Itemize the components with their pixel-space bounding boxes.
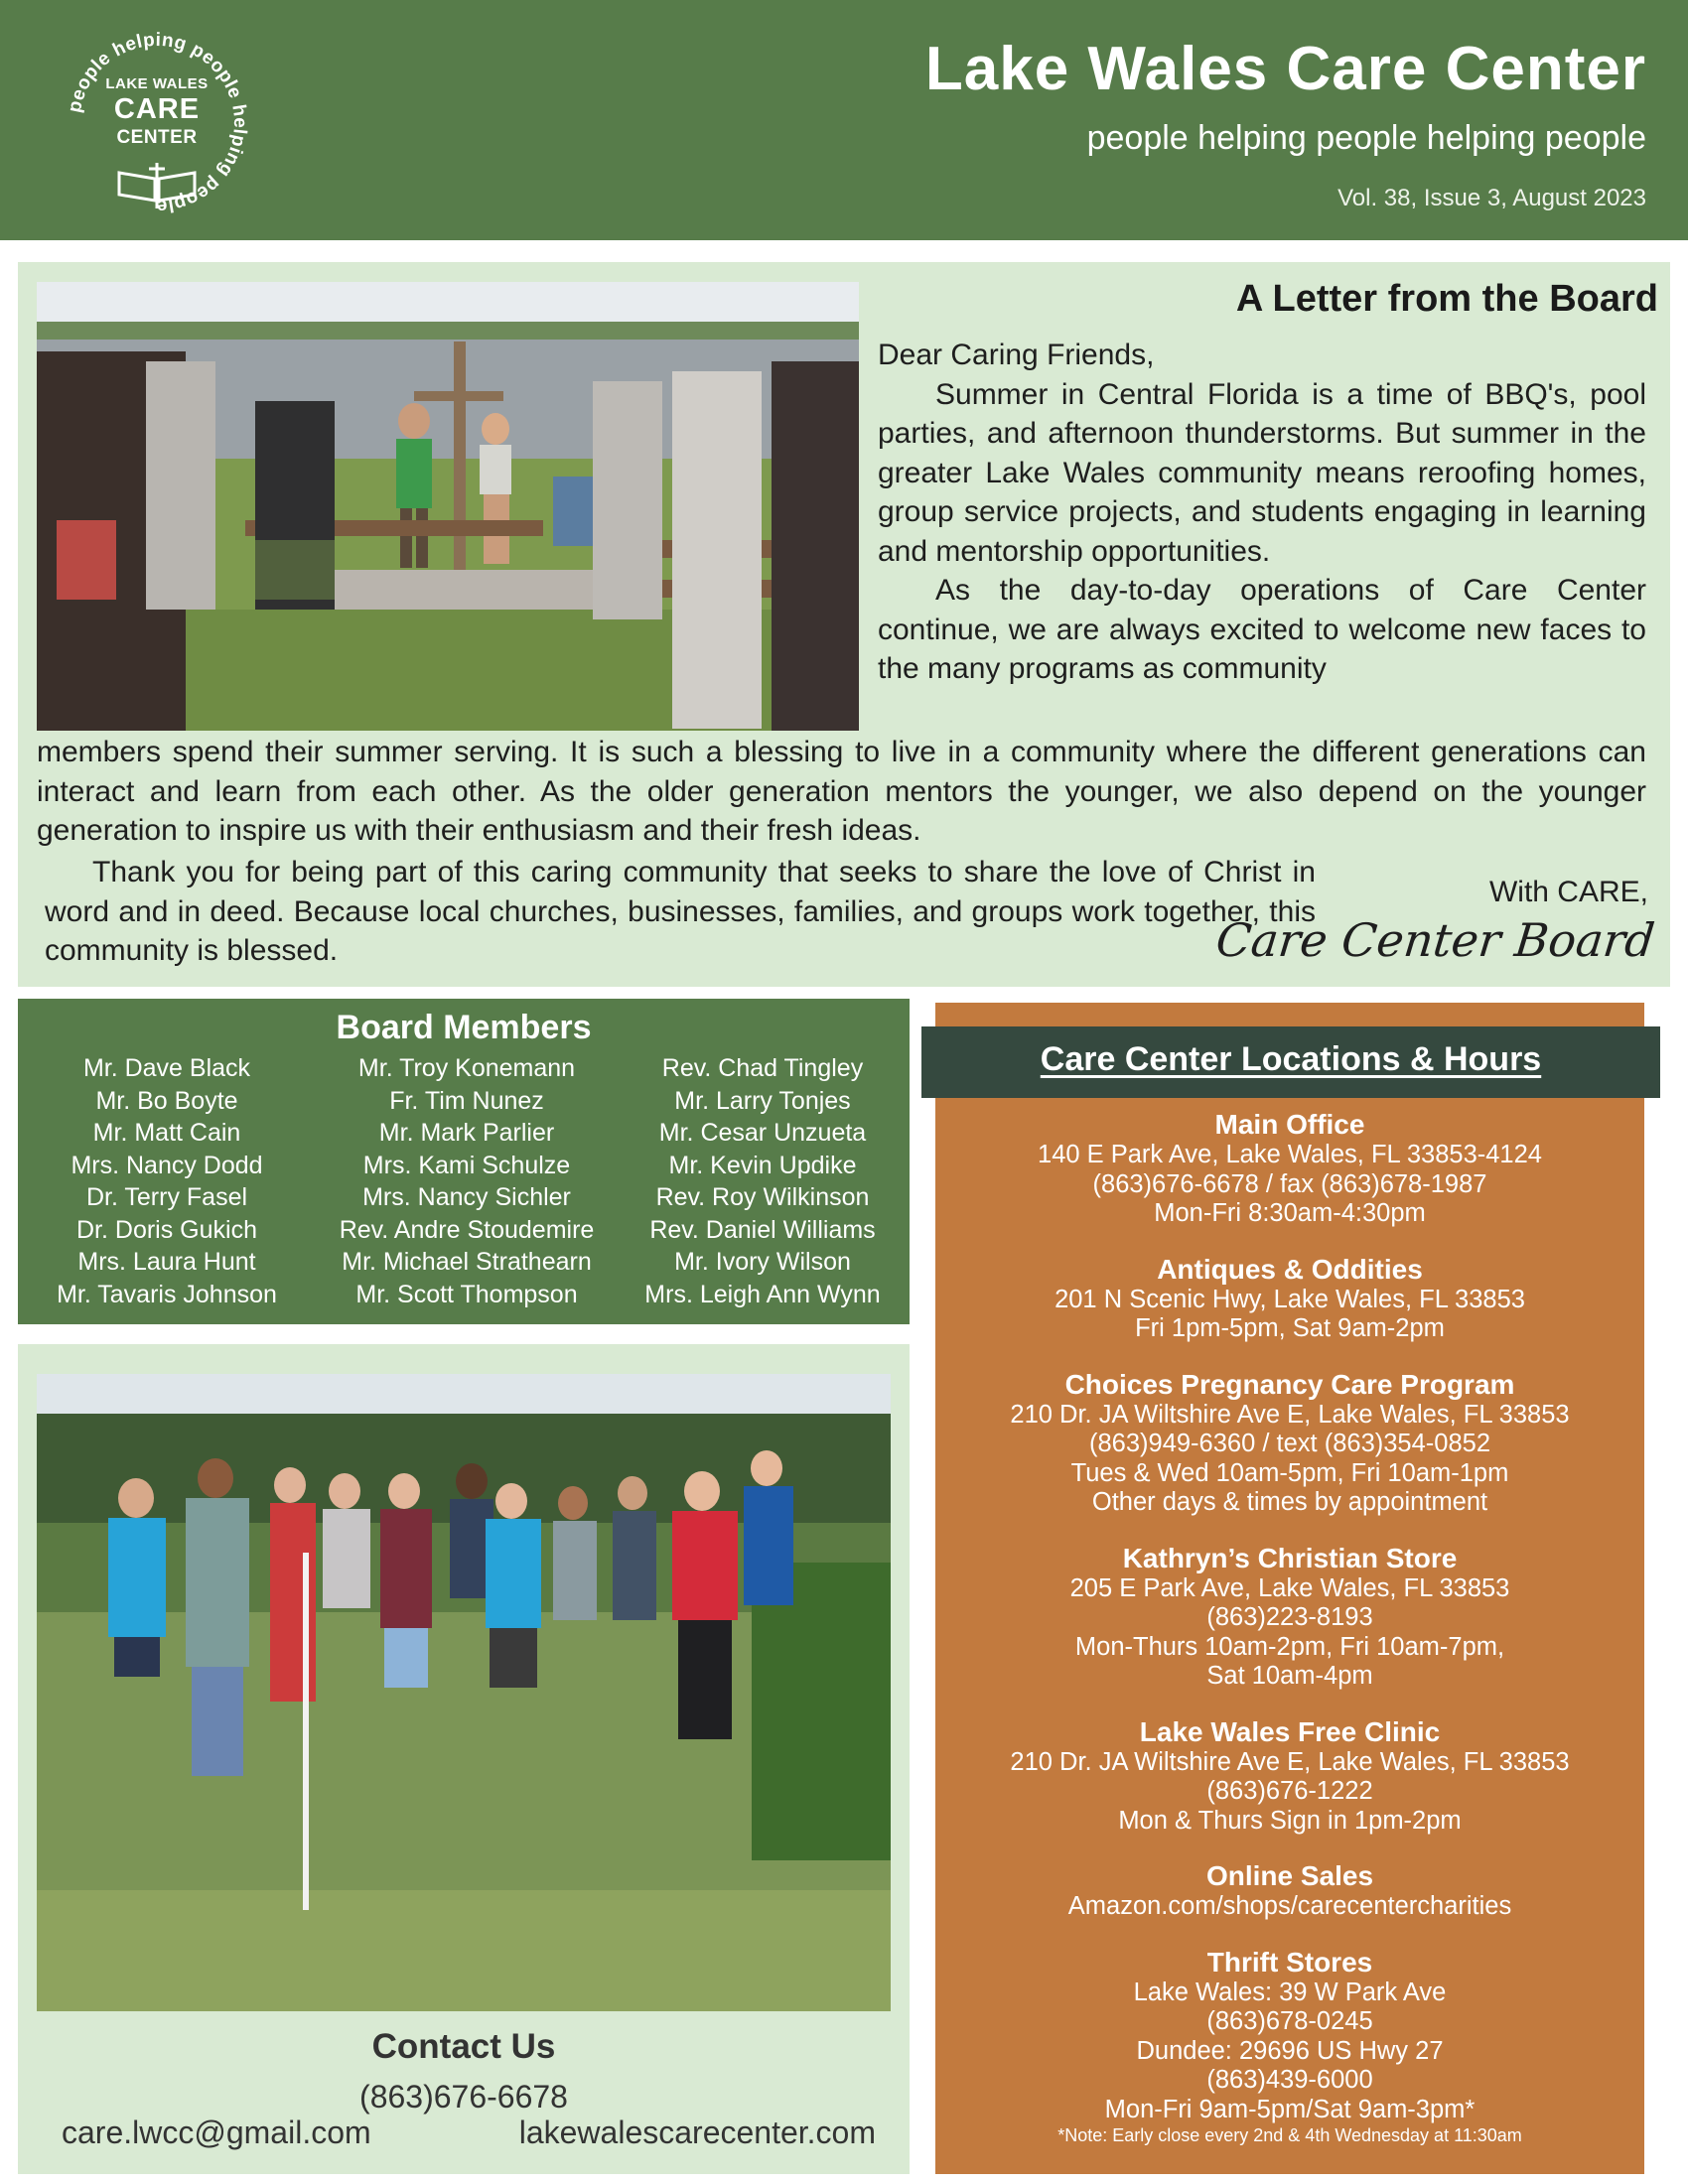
location-kathryns-store [935,1542,1644,1692]
location-address: Lake Wales: 39 W Park Ave [1133,1978,1447,2006]
board-members-section [18,999,910,1324]
board-member: Mr. Michael Strathearn [342,1248,592,1276]
board-member: Rev. Chad Tingley [661,1054,864,1082]
location-choices-pregnancy [935,1368,1644,1518]
location-note: *Note: Early close every 2nd & 4th Wednesday at 11:30am [1057,2125,1522,2145]
contact-website-link[interactable]: lakewalescarecenter.com [518,2115,876,2150]
location-main-office [935,1108,1644,1229]
board-member: Mr. Scott Thompson [355,1280,578,1308]
letter-closing: With CARE, [1488,876,1648,908]
location-name: Thrift Stores [1206,1946,1373,1978]
location-phone: (863)676-1222 [1206,1777,1373,1805]
location-name: Antiques & Oddities [1157,1253,1423,1285]
masthead [0,0,1688,240]
location-hours: Tues & Wed 10am-5pm, Fri 10am-1pm [1070,1458,1509,1487]
volunteer-group-photo [37,1374,891,2011]
board-column-3 [633,1052,892,1310]
location-hours: Other days & times by appointment [1091,1488,1488,1516]
contact-title: Contact Us [371,2027,556,2066]
board-member: Mrs. Kami Schulze [362,1151,571,1179]
location-name: Kathryn’s Christian Store [1122,1542,1458,1573]
online-shop-link[interactable]: Amazon.com/shops/carecentercharities [1067,1892,1512,1920]
location-hours: Mon & Thurs Sign in 1pm-2pm [1118,1806,1462,1835]
board-member: Mr. Cesar Unzueta [658,1119,867,1147]
board-member: Rev. Daniel Williams [649,1215,876,1244]
outdoor-worship-photo [37,282,859,731]
board-member: Mr. Dave Black [82,1054,251,1082]
location-phone: (863)439-6000 [1206,2066,1373,2094]
letter-body-column [878,336,1646,689]
location-name: Lake Wales Free Clinic [1139,1715,1441,1747]
board-member: Mr. Troy Konemann [357,1054,576,1082]
board-letter-section [18,262,1670,987]
contact-section [18,1344,910,2174]
board-member: Mrs. Laura Hunt [77,1248,256,1276]
logo-line-2: CARE [113,93,201,125]
location-address: 210 Dr. JA Wiltshire Ave E, Lake Wales, FL 33853 [1010,1400,1570,1429]
locations-list [935,1108,1644,2170]
board-member: Dr. Terry Fasel [85,1183,248,1211]
newsletter-tagline: people helping people helping people [1086,119,1646,157]
location-address: 205 E Park Ave, Lake Wales, FL 33853 [1069,1573,1510,1602]
letter-title: A Letter from the Board [1235,278,1658,320]
care-center-logo [58,24,256,222]
location-phone: (863)676-6678 / fax (863)678-1987 [1092,1169,1487,1198]
location-hours: Mon-Fri 8:30am-4:30pm [1154,1199,1426,1227]
location-name: Main Office [1214,1109,1365,1140]
letter-paragraph-2-end: members spend their summer serving. It is such a blessing to live in a community where the different generations can interact and learn from each other. As the older generation mentors the younger, we also depend on the younger generation to inspire us with their enthusiasm and their fresh ideas. [37,736,1646,847]
board-member: Dr. Doris Gukich [76,1215,257,1244]
board-column-1 [38,1052,296,1310]
locations-section [935,1003,1644,2174]
letter-paragraph-1: Summer in Central Florida is a time of BBQ's, pool parties, and afternoon thunderstorms. But summer in the greater Lake Wales community means reroofing homes, group service projects, and students engaging in learning and mentorship opportunities. [878,377,1646,568]
contact-email-link[interactable]: care.lwcc@gmail.com [62,2115,371,2150]
logo-line-1: LAKE WALES [105,75,209,92]
location-free-clinic [935,1715,1644,1837]
location-name: Choices Pregnancy Care Program [1064,1368,1515,1400]
contact-phone[interactable]: (863)676-6678 [359,2079,568,2115]
location-hours: Mon-Thurs 10am-2pm, Fri 10am-7pm, [1074,1632,1505,1661]
location-hours: Mon-Fri 9am-5pm/Sat 9am-3pm* [1104,2095,1476,2123]
letter-paragraph-2-start: As the day-to-day operations of Care Center continue, we are always excited to welcome new faces to the many programs as community [878,574,1646,685]
board-members-title: Board Members [336,1009,592,1046]
board-column-2 [318,1052,616,1310]
location-address: 140 E Park Ave, Lake Wales, FL 33853-4124 [1038,1141,1542,1168]
board-member: Mr. Matt Cain [92,1119,241,1147]
location-phone: (863)949-6360 / text (863)354-0852 [1088,1430,1491,1457]
location-thrift-stores [935,1946,1644,2147]
board-member: Mr. Bo Boyte [95,1086,238,1115]
letter-paragraph-3: Thank you for being part of this caring community that seeks to share the love of Christ in word and in deed. Because local churches, businesses, families, and groups work together, this community is blessed. [45,856,1316,967]
newsletter-title: Lake Wales Care Center [924,35,1646,103]
location-address: 210 Dr. JA Wiltshire Ave E, Lake Wales, FL 33853 [1010,1747,1570,1776]
board-member: Mrs. Leigh Ann Wynn [644,1280,881,1308]
location-phone: (863)223-8193 [1206,1603,1373,1631]
locations-title: Care Center Locations & Hours [1040,1040,1542,1078]
letter-signature: Care Center Board [1212,913,1657,967]
location-address: 201 N Scenic Hwy, Lake Wales, FL 33853 [1055,1285,1525,1313]
location-hours: Sat 10am-4pm [1206,1662,1373,1690]
board-member: Rev. Andre Stoudemire [339,1215,595,1244]
location-phone: (863)678-0245 [1206,2007,1373,2035]
location-hours: Fri 1pm-5pm, Sat 9am-2pm [1135,1314,1445,1342]
location-name: Online Sales [1205,1860,1374,1891]
location-online-sales [935,1859,1644,1922]
logo-line-3: CENTER [116,127,198,148]
locations-banner [921,1026,1660,1098]
logo-ring-text: people helping people helping people [64,29,251,217]
board-member: Fr. Tim Nunez [389,1086,544,1115]
issue-info: Vol. 38, Issue 3, August 2023 [1337,185,1646,211]
board-member: Rev. Roy Wilkinson [655,1183,870,1211]
location-address: Dundee: 29696 US Hwy 27 [1136,2036,1444,2065]
letter-salutation: Dear Caring Friends, [878,339,1155,371]
board-member: Mr. Kevin Updike [668,1151,857,1179]
location-antiques-oddities [935,1253,1644,1344]
board-member: Mrs. Nancy Sichler [362,1183,571,1211]
board-member: Mr. Ivory Wilson [674,1248,851,1276]
board-member: Mr. Larry Tonjes [674,1086,851,1115]
board-member: Mrs. Nancy Dodd [70,1151,263,1179]
board-member: Mr. Mark Parlier [378,1119,555,1147]
board-member: Mr. Tavaris Johnson [57,1280,277,1308]
